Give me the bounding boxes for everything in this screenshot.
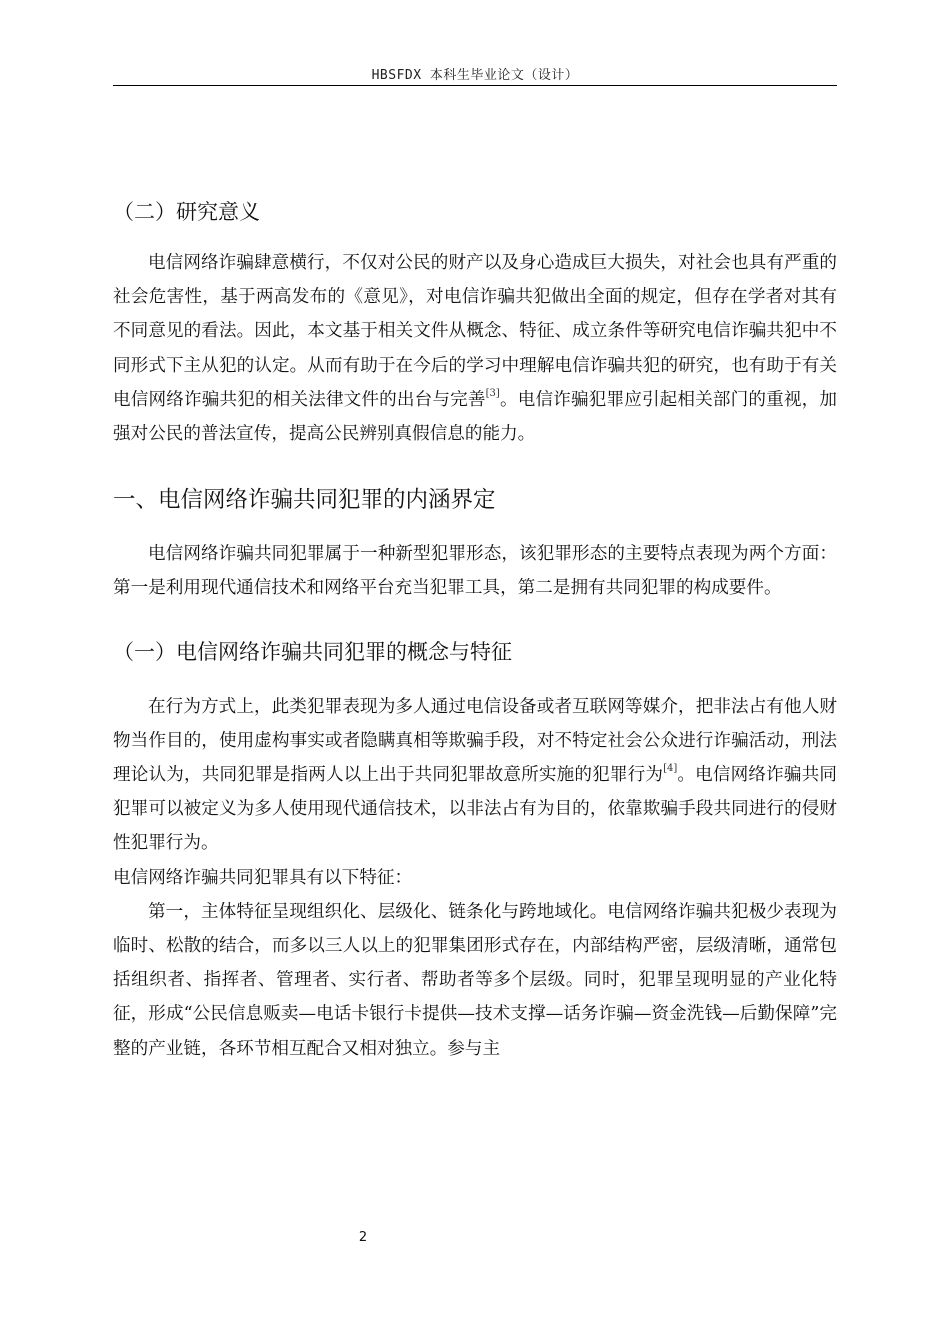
- paragraph-chapter-intro: 电信网络诈骗共同犯罪属于一种新型犯罪形态，该犯罪形态的主要特点表现为两个方面：第一是利用现代通信技术和网络平台充当犯罪工具，第二是拥有共同犯罪的构成要件。: [113, 544, 837, 599]
- page-body: [113, 192, 837, 1066]
- paragraph-text: 。电信诈骗犯罪应引起相关部门的重视，加强对公民的普法宣传，提高公民辨别真假信息的能力。: [113, 389, 837, 445]
- paragraph-text: 电信网络诈骗肆意横行，不仅对公民的财产以及身心造成巨大损失，对社会也具有严重的社会危害性，基于两高发布的《意见》，对电信诈骗共犯做出全面的规定，但存在学者对其有不同意见的看法。因此，本文基于相关文件从概念、特征、成立条件等研究电信诈骗共犯中不同形式下主从犯的认定。从而有助于在今后的学习中理解电信诈骗共犯的研究，也有助于有关电信网络诈骗共犯的相关法律文件的出台与完善: [113, 253, 837, 410]
- paragraph-text: 在行为方式上，此类犯罪表现为多人通过电信设备或者互联网等媒介，把非法占有他人财物当作目的，使用虚构事实或者隐瞒真相等欺骗手段，对不特定社会公众进行诈骗活动，刑法理论认为，共同犯罪是指两人以上出于共同犯罪故意所实施的犯罪行为: [113, 696, 837, 786]
- section-heading-concept-features: （一）电信网络诈骗共同犯罪的概念与特征: [113, 639, 512, 664]
- running-header: HBSFDX 本科生毕业论文（设计）: [371, 68, 579, 83]
- section-heading-research-significance: （二）研究意义: [113, 200, 260, 224]
- paragraph-research-significance: [113, 246, 837, 451]
- chapter-heading-one: 一、电信网络诈骗共同犯罪的内涵界定: [113, 487, 496, 514]
- header-rule: [113, 85, 837, 86]
- paragraph-text: 。电信网络诈骗共同犯罪可以被定义为多人使用现代通信技术，以非法占有为目的，依靠欺骗手段共同进行的侵财性犯罪行为。: [113, 765, 837, 854]
- citation-marker: [3]: [485, 387, 500, 399]
- paragraph-concept: [113, 690, 837, 861]
- citation-marker: [4]: [663, 763, 678, 775]
- page-number: 2: [358, 1230, 368, 1245]
- paragraph-feature-one: 第一，主体特征呈现组织化、层级化、链条化与跨地域化。电信网络诈骗共犯极少表现为临时、松散的结合，而多以三人以上的犯罪集团形式存在，内部结构严密，层级清晰，通常包括组织者、指挥者、管理者、实行者、帮助者等多个层级。同时，犯罪呈现明显的产业化特征，形成“公民信息贩卖—电话卡银行卡提供—技术支撑—话务诈骗—资金洗钱—后勤保障”完整的产业链，各环节相互配合又相对独立。参与主: [113, 901, 837, 1059]
- paragraph-features-lead: 电信网络诈骗共同犯罪具有以下特征：: [113, 867, 413, 888]
